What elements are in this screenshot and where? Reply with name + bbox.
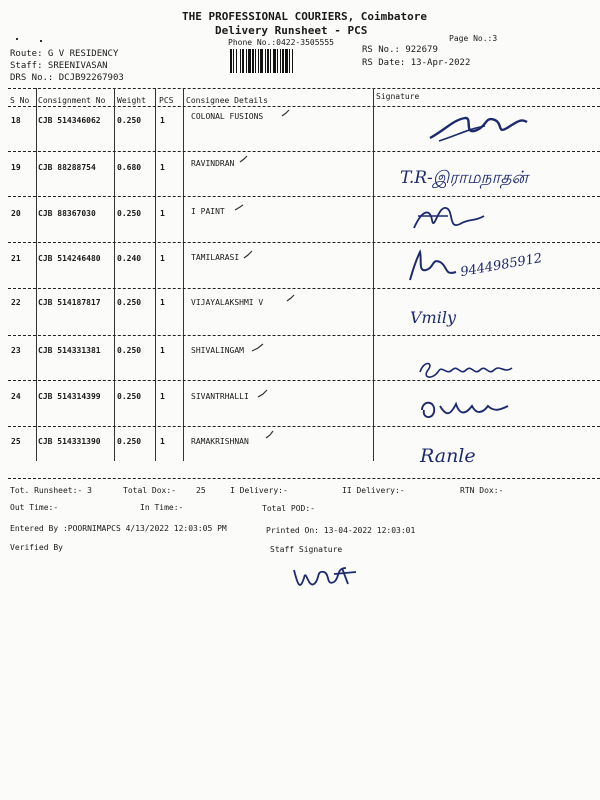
row-consignment: CJB 514246480 — [38, 254, 101, 263]
out-time: Out Time:- — [10, 503, 59, 512]
check-mark — [244, 251, 252, 258]
col-signature: Signature — [376, 92, 420, 101]
row-consignee: I PAINT — [191, 207, 225, 216]
row-weight: 0.250 — [117, 437, 142, 446]
row-consignee: RAVINDRAN — [191, 159, 235, 168]
rtn-dox: RTN Dox:- — [460, 486, 504, 495]
col-consignment: Consignment No — [38, 96, 106, 105]
verified-by: Verified By — [10, 543, 63, 552]
signature-row-25: Ranle — [420, 445, 476, 467]
company-name: THE PROFESSIONAL COURIERS, Coimbatore — [182, 10, 428, 23]
in-time: In Time:- — [140, 503, 184, 512]
col-pcs: PCS — [159, 96, 174, 105]
col-weight: Weight — [117, 96, 146, 105]
check-mark — [266, 431, 273, 438]
row-consignment: CJB 514331381 — [38, 346, 101, 355]
row-sno: 22 — [11, 298, 21, 307]
staff-signature — [290, 560, 360, 596]
row-weight: 0.680 — [117, 163, 142, 172]
tot-runsheet: Tot. Runsheet:- 3 — [10, 486, 92, 495]
rs-number: RS No.: 922679 — [362, 45, 438, 55]
check-mark — [252, 344, 263, 351]
row-consignment: CJB 514346062 — [38, 116, 101, 125]
signature-row-18 — [425, 108, 530, 146]
row-consignment: CJB 88288754 — [38, 163, 96, 172]
row-pcs: 1 — [160, 209, 165, 218]
row-sno: 21 — [11, 254, 21, 263]
rs-date: RS Date: 13-Apr-2022 — [362, 58, 471, 68]
signature-row-22: Vmily — [410, 308, 456, 327]
page-number: Page No.:3 — [449, 34, 498, 43]
row-consignee: SHIVALINGAM — [191, 346, 244, 355]
row-weight: 0.250 — [117, 392, 142, 401]
row-weight: 0.250 — [117, 298, 142, 307]
i-delivery: I Delivery:- — [230, 486, 288, 495]
row-sno: 19 — [11, 163, 21, 172]
row-consignee: TAMILARASI — [191, 253, 240, 262]
check-mark — [240, 156, 247, 162]
row-weight: 0.250 — [117, 209, 142, 218]
row-sno: 20 — [11, 209, 21, 218]
row-pcs: 1 — [160, 346, 165, 355]
signature-row-19: T.R-இராமநாதன் — [400, 168, 529, 188]
route: Route: G V RESIDENCY — [10, 49, 119, 59]
row-consignee: VIJAYALAKSHMI V — [191, 298, 264, 307]
row-consignment: CJB 88367030 — [38, 209, 96, 218]
row-pcs: 1 — [160, 163, 165, 172]
check-mark — [287, 295, 294, 301]
runsheet-title: Delivery Runsheet - PCS — [215, 24, 368, 37]
row-sno: 18 — [11, 116, 21, 125]
drs-number: DRS No.: DCJB92267903 — [10, 73, 124, 83]
staff-name: Staff: SREENIVASAN — [10, 61, 108, 71]
row-consignee: RAMAKRISHNAN — [191, 437, 249, 446]
row-consignment: CJB 514187817 — [38, 298, 101, 307]
entered-by: Entered By :POORNIMAPCS 4/13/2022 12:03:05 PM — [10, 524, 227, 533]
signature-row-23 — [414, 350, 524, 384]
row-sno: 25 — [11, 437, 21, 446]
signature-row-20 — [408, 200, 498, 236]
signature-row-21 — [404, 246, 464, 286]
total-pod: Total POD:- — [262, 504, 315, 513]
phone-number: Phone No.:0422-3505555 — [228, 38, 334, 47]
check-mark — [258, 390, 267, 397]
row-pcs: 1 — [160, 437, 165, 446]
row-consignment: CJB 514314399 — [38, 392, 101, 401]
row-consignee: COLONAL FUSIONS — [191, 112, 264, 121]
staff-signature-label: Staff Signature — [270, 545, 343, 554]
row-pcs: 1 — [160, 254, 165, 263]
row-sno: 23 — [11, 346, 21, 355]
total-dox-label: Total Dox:- — [123, 486, 176, 495]
row-weight: 0.240 — [117, 254, 142, 263]
row-pcs: 1 — [160, 392, 165, 401]
row-pcs: 1 — [160, 298, 165, 307]
col-consignee: Consignee Details — [186, 96, 268, 105]
phone-handwritten: 9444985912 — [459, 250, 544, 281]
total-dox-value: 25 — [196, 486, 206, 495]
row-consignment: CJB 514331390 — [38, 437, 101, 446]
row-sno: 24 — [11, 392, 21, 401]
signature-row-24 — [414, 392, 514, 424]
row-pcs: 1 — [160, 116, 165, 125]
col-sno: S No — [10, 96, 30, 105]
row-consignee: SIVANTRHALLI — [191, 392, 249, 401]
row-weight: 0.250 — [117, 346, 142, 355]
row-weight: 0.250 — [117, 116, 142, 125]
check-mark — [282, 110, 289, 116]
ii-delivery: II Delivery:- — [342, 486, 405, 495]
printed-on: Printed On: 13-04-2022 12:03:01 — [266, 526, 416, 535]
check-mark — [235, 205, 243, 210]
